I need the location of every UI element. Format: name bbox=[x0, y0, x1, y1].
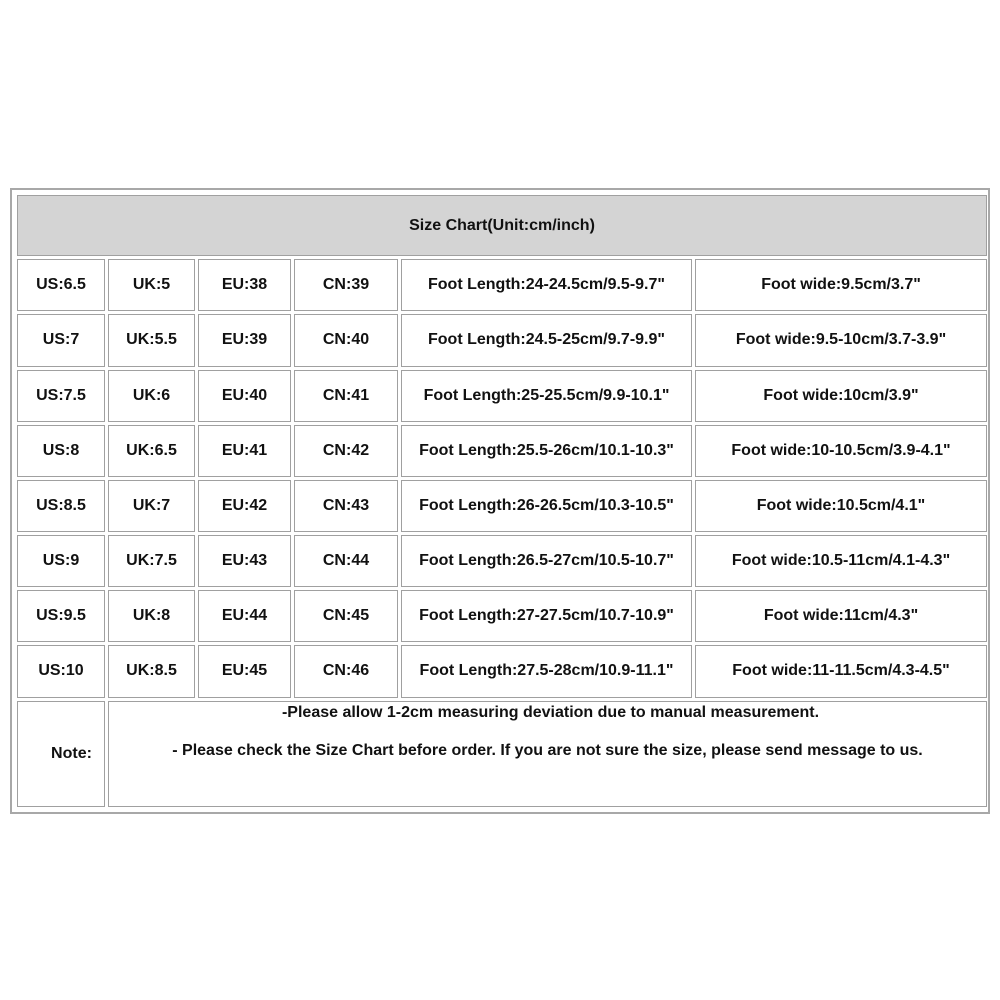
foot-wide-cell: Foot wide:10.5-11cm/4.1-4.3" bbox=[695, 535, 987, 587]
foot-wide-cell: Foot wide:9.5cm/3.7" bbox=[695, 259, 987, 311]
foot-length-cell: Foot Length:26-26.5cm/10.3-10.5" bbox=[401, 480, 692, 532]
table-row bbox=[17, 590, 987, 642]
foot-wide-cell: Foot wide:10cm/3.9" bbox=[695, 370, 987, 422]
note-body bbox=[108, 701, 987, 807]
foot-length-cell: Foot Length:26.5-27cm/10.5-10.7" bbox=[401, 535, 692, 587]
foot-length-cell: Foot Length:27.5-28cm/10.9-11.1" bbox=[401, 645, 692, 697]
cn-size-cell: CN:43 bbox=[294, 480, 398, 532]
eu-size-cell: EU:41 bbox=[198, 425, 291, 477]
cn-size-cell: CN:39 bbox=[294, 259, 398, 311]
us-size-cell: US:9 bbox=[17, 535, 105, 587]
uk-size-cell: UK:6 bbox=[108, 370, 195, 422]
table-row bbox=[17, 645, 987, 697]
cn-size-cell: CN:40 bbox=[294, 314, 398, 366]
uk-size-cell: UK:6.5 bbox=[108, 425, 195, 477]
note-line-deviation: -Please allow 1-2cm measuring deviation due to manual measurement. bbox=[281, 703, 820, 721]
us-size-cell: US:10 bbox=[17, 645, 105, 697]
note-row bbox=[17, 701, 987, 807]
eu-size-cell: EU:42 bbox=[198, 480, 291, 532]
foot-length-cell: Foot Length:24-24.5cm/9.5-9.7" bbox=[401, 259, 692, 311]
uk-size-cell: UK:7.5 bbox=[108, 535, 195, 587]
eu-size-cell: EU:44 bbox=[198, 590, 291, 642]
table-row bbox=[17, 480, 987, 532]
cn-size-cell: CN:45 bbox=[294, 590, 398, 642]
cn-size-cell: CN:44 bbox=[294, 535, 398, 587]
cn-size-cell: CN:42 bbox=[294, 425, 398, 477]
foot-length-cell: Foot Length:25-25.5cm/9.9-10.1" bbox=[401, 370, 692, 422]
table-row bbox=[17, 259, 987, 311]
foot-wide-cell: Foot wide:9.5-10cm/3.7-3.9" bbox=[695, 314, 987, 366]
foot-length-cell: Foot Length:27-27.5cm/10.7-10.9" bbox=[401, 590, 692, 642]
size-chart-table bbox=[14, 192, 990, 810]
us-size-cell: US:7 bbox=[17, 314, 105, 366]
us-size-cell: US:8 bbox=[17, 425, 105, 477]
uk-size-cell: UK:8.5 bbox=[108, 645, 195, 697]
foot-wide-cell: Foot wide:10-10.5cm/3.9-4.1" bbox=[695, 425, 987, 477]
table-row bbox=[17, 425, 987, 477]
us-size-cell: US:7.5 bbox=[17, 370, 105, 422]
size-chart bbox=[10, 188, 990, 814]
uk-size-cell: UK:7 bbox=[108, 480, 195, 532]
uk-size-cell: UK:5 bbox=[108, 259, 195, 311]
table-row bbox=[17, 370, 987, 422]
eu-size-cell: EU:39 bbox=[198, 314, 291, 366]
cn-size-cell: CN:41 bbox=[294, 370, 398, 422]
cn-size-cell: CN:46 bbox=[294, 645, 398, 697]
table-row bbox=[17, 535, 987, 587]
foot-wide-cell: Foot wide:10.5cm/4.1" bbox=[695, 480, 987, 532]
title-row bbox=[17, 195, 987, 256]
foot-length-cell: Foot Length:24.5-25cm/9.7-9.9" bbox=[401, 314, 692, 366]
note-label: Note: bbox=[17, 701, 105, 807]
us-size-cell: US:8.5 bbox=[17, 480, 105, 532]
eu-size-cell: EU:38 bbox=[198, 259, 291, 311]
uk-size-cell: UK:8 bbox=[108, 590, 195, 642]
foot-wide-cell: Foot wide:11cm/4.3" bbox=[695, 590, 987, 642]
eu-size-cell: EU:40 bbox=[198, 370, 291, 422]
uk-size-cell: UK:5.5 bbox=[108, 314, 195, 366]
foot-wide-cell: Foot wide:11-11.5cm/4.3-4.5" bbox=[695, 645, 987, 697]
us-size-cell: US:9.5 bbox=[17, 590, 105, 642]
us-size-cell: US:6.5 bbox=[17, 259, 105, 311]
table-row bbox=[17, 314, 987, 366]
note-line-check-size: - Please check the Size Chart before order. If you are not sure the size, please send message to us. bbox=[172, 741, 923, 759]
foot-length-cell: Foot Length:25.5-26cm/10.1-10.3" bbox=[401, 425, 692, 477]
eu-size-cell: EU:45 bbox=[198, 645, 291, 697]
eu-size-cell: EU:43 bbox=[198, 535, 291, 587]
chart-title: Size Chart(Unit:cm/inch) bbox=[17, 195, 987, 256]
